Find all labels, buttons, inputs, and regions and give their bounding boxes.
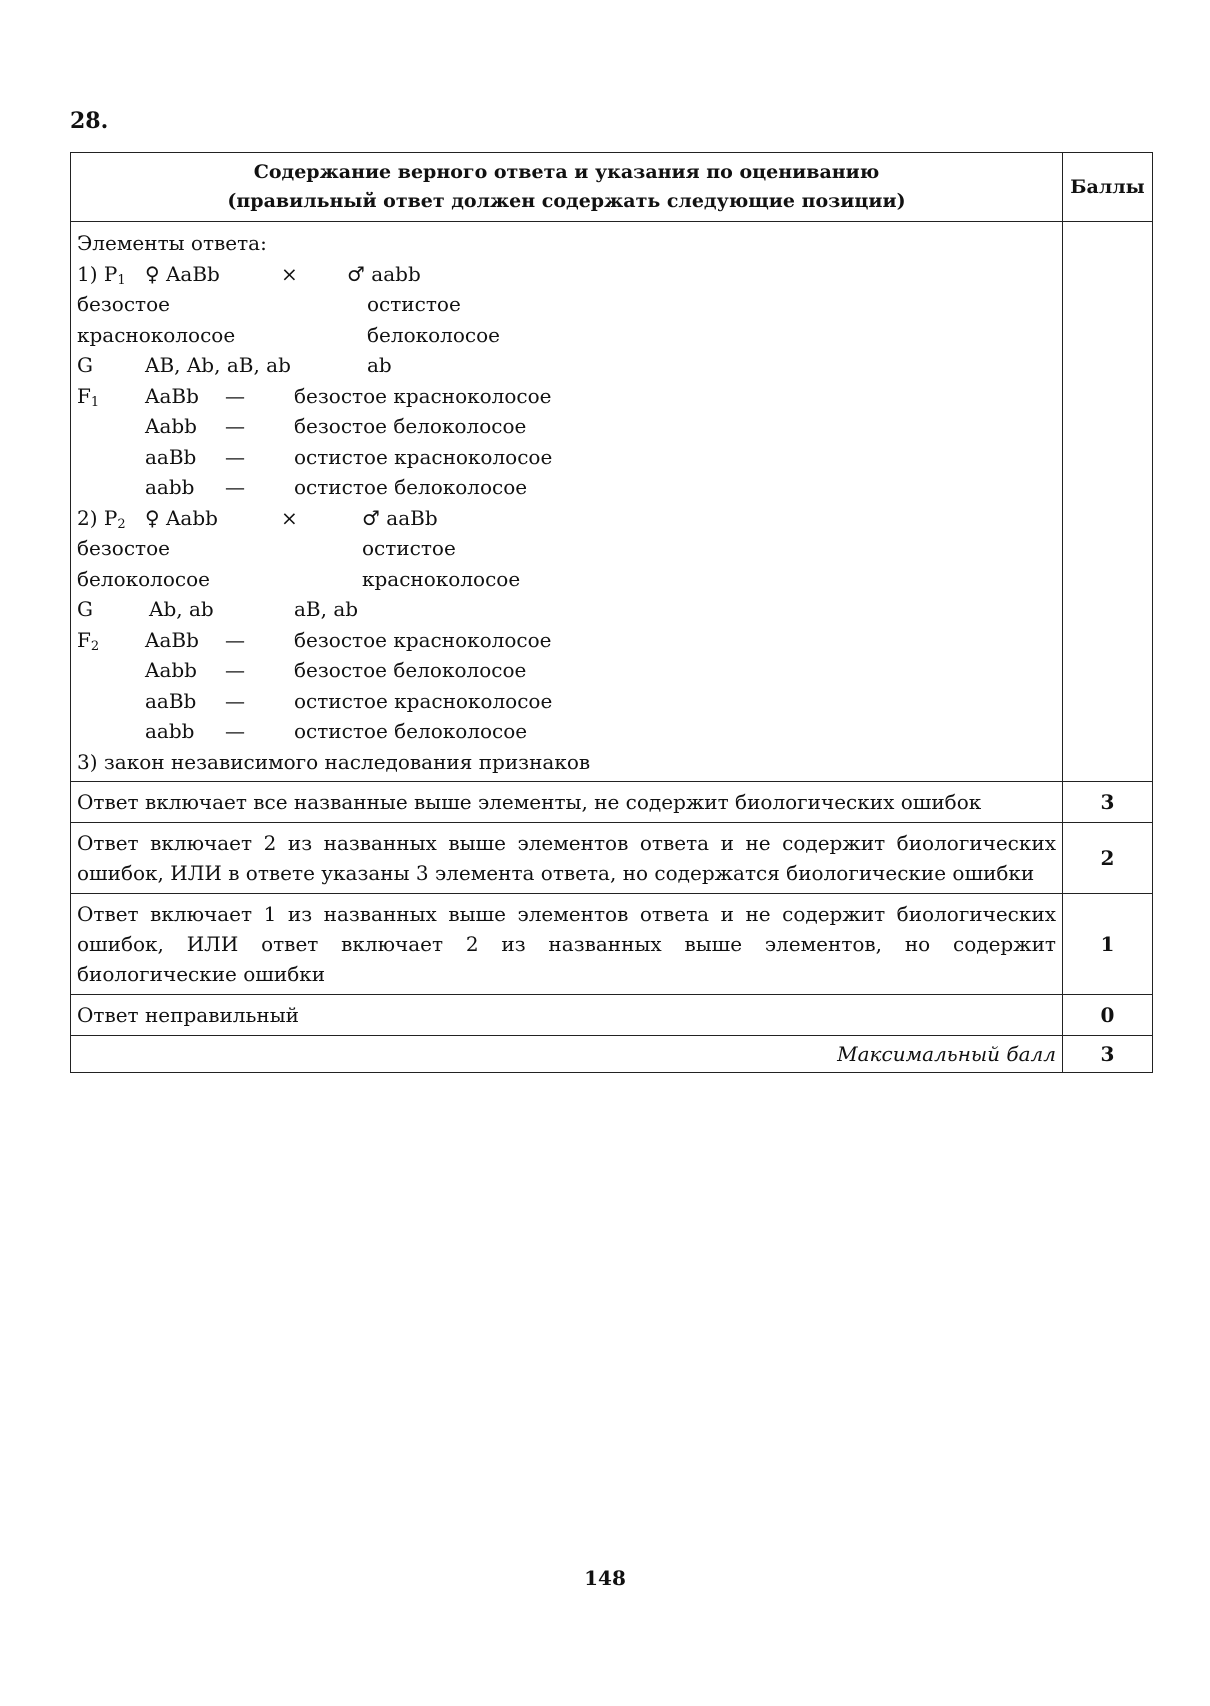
score-header: Баллы	[1063, 153, 1153, 222]
task-number: 28.	[70, 108, 109, 134]
elements-title: Элементы ответа:	[77, 231, 267, 255]
cross-2-gametes: G Ab, ab aB, ab	[77, 597, 359, 621]
answer-elements: Элементы ответа: 1) $P_1$ ♀ AaBb × ♂ aabb безостое остистое красноколосое белоколосое G AB, Ab, aB, ab ab $F_1$ AaBb — безостое красноколосое Aabb — безостое белоколосое aaBb — остистое красноколосое aabb — остистое белоколосое 2) $P_2$ ♀ Aabb × ♂ aaBb безостое остистое белоколосое красноколосое G Ab, ab aB, ab $F_2$ AaBb — безостое красноколосое Aabb — безостое белоколосое aaBb — остистое красноколосое aabb — остистое белоколосое 3) закон независимого наследования признаков	[71, 222, 1063, 782]
score-3: 3	[1063, 782, 1153, 823]
law-statement: 3) закон независимого наследования признаков	[77, 749, 591, 774]
elements-score-cell	[1063, 222, 1153, 782]
cross-2-male: ♂ aaBb	[362, 505, 438, 530]
criterion-1: Ответ включает 1 из названных выше элементов ответа и не содержит биологических ошибок, ИЛИ ответ включает 2 из названных выше элементов, но содержит биологические ошибки	[71, 894, 1063, 995]
cross-1-offspring-1: $F_1$ AaBb — безостое красноколосое	[77, 383, 552, 410]
page-number: 148	[584, 1566, 626, 1590]
cross-2-offspring-1: $F_2$ AaBb — безостое красноколосое	[77, 627, 552, 654]
grading-table	[70, 152, 1153, 1073]
cross-1-male: ♂ aabb	[347, 261, 421, 286]
cross-2-times: ×	[281, 505, 298, 530]
max-score-label: Максимальный балл	[71, 1036, 1063, 1073]
cross-2-parents: 2) $P_2$ ♀ Aabb × ♂ aaBb	[77, 503, 1056, 534]
cross-1-offspring-2: Aabb — безостое белоколосое	[145, 414, 527, 438]
cross-1-offspring-3: aaBb — остистое красноколосое	[145, 444, 553, 469]
cross-2-offspring-3: aaBb — остистое красноколосое	[145, 688, 553, 713]
cross-2-offspring-4: aabb — остистое белоколосое	[145, 719, 528, 743]
max-score-value: 3	[1063, 1036, 1153, 1073]
table-header	[71, 153, 1063, 222]
cross-2-offspring-2: Aabb — безостое белоколосое	[145, 658, 527, 682]
criterion-0: Ответ неправильный	[71, 995, 1063, 1036]
cross-1-gametes: G AB, Ab, aB, ab ab	[77, 353, 392, 377]
score-2: 2	[1063, 823, 1153, 894]
cross-1-offspring-4: aabb — остистое белоколосое	[145, 475, 528, 499]
score-0: 0	[1063, 995, 1153, 1036]
cross-1-times: ×	[281, 261, 298, 286]
header-line-1: Содержание верного ответа и указания по оцениванию	[253, 161, 880, 183]
cross-1-female: ♀ AaBb	[145, 261, 220, 286]
cross-1-parents: 1) $P_1$ ♀ AaBb × ♂ aabb	[77, 259, 1056, 290]
score-1: 1	[1063, 894, 1153, 995]
criterion-3: Ответ включает все названные выше элементы, не содержит биологических ошибок	[71, 782, 1063, 823]
header-line-2: (правильный ответ должен содержать следующие позиции)	[227, 190, 906, 212]
cross-2-female: ♀ Aabb	[145, 505, 218, 530]
criterion-2: Ответ включает 2 из названных выше элементов ответа и не содержит биологических ошибок, ИЛИ в ответе указаны 3 элемента ответа, но содержатся биологические ошибки	[71, 823, 1063, 894]
